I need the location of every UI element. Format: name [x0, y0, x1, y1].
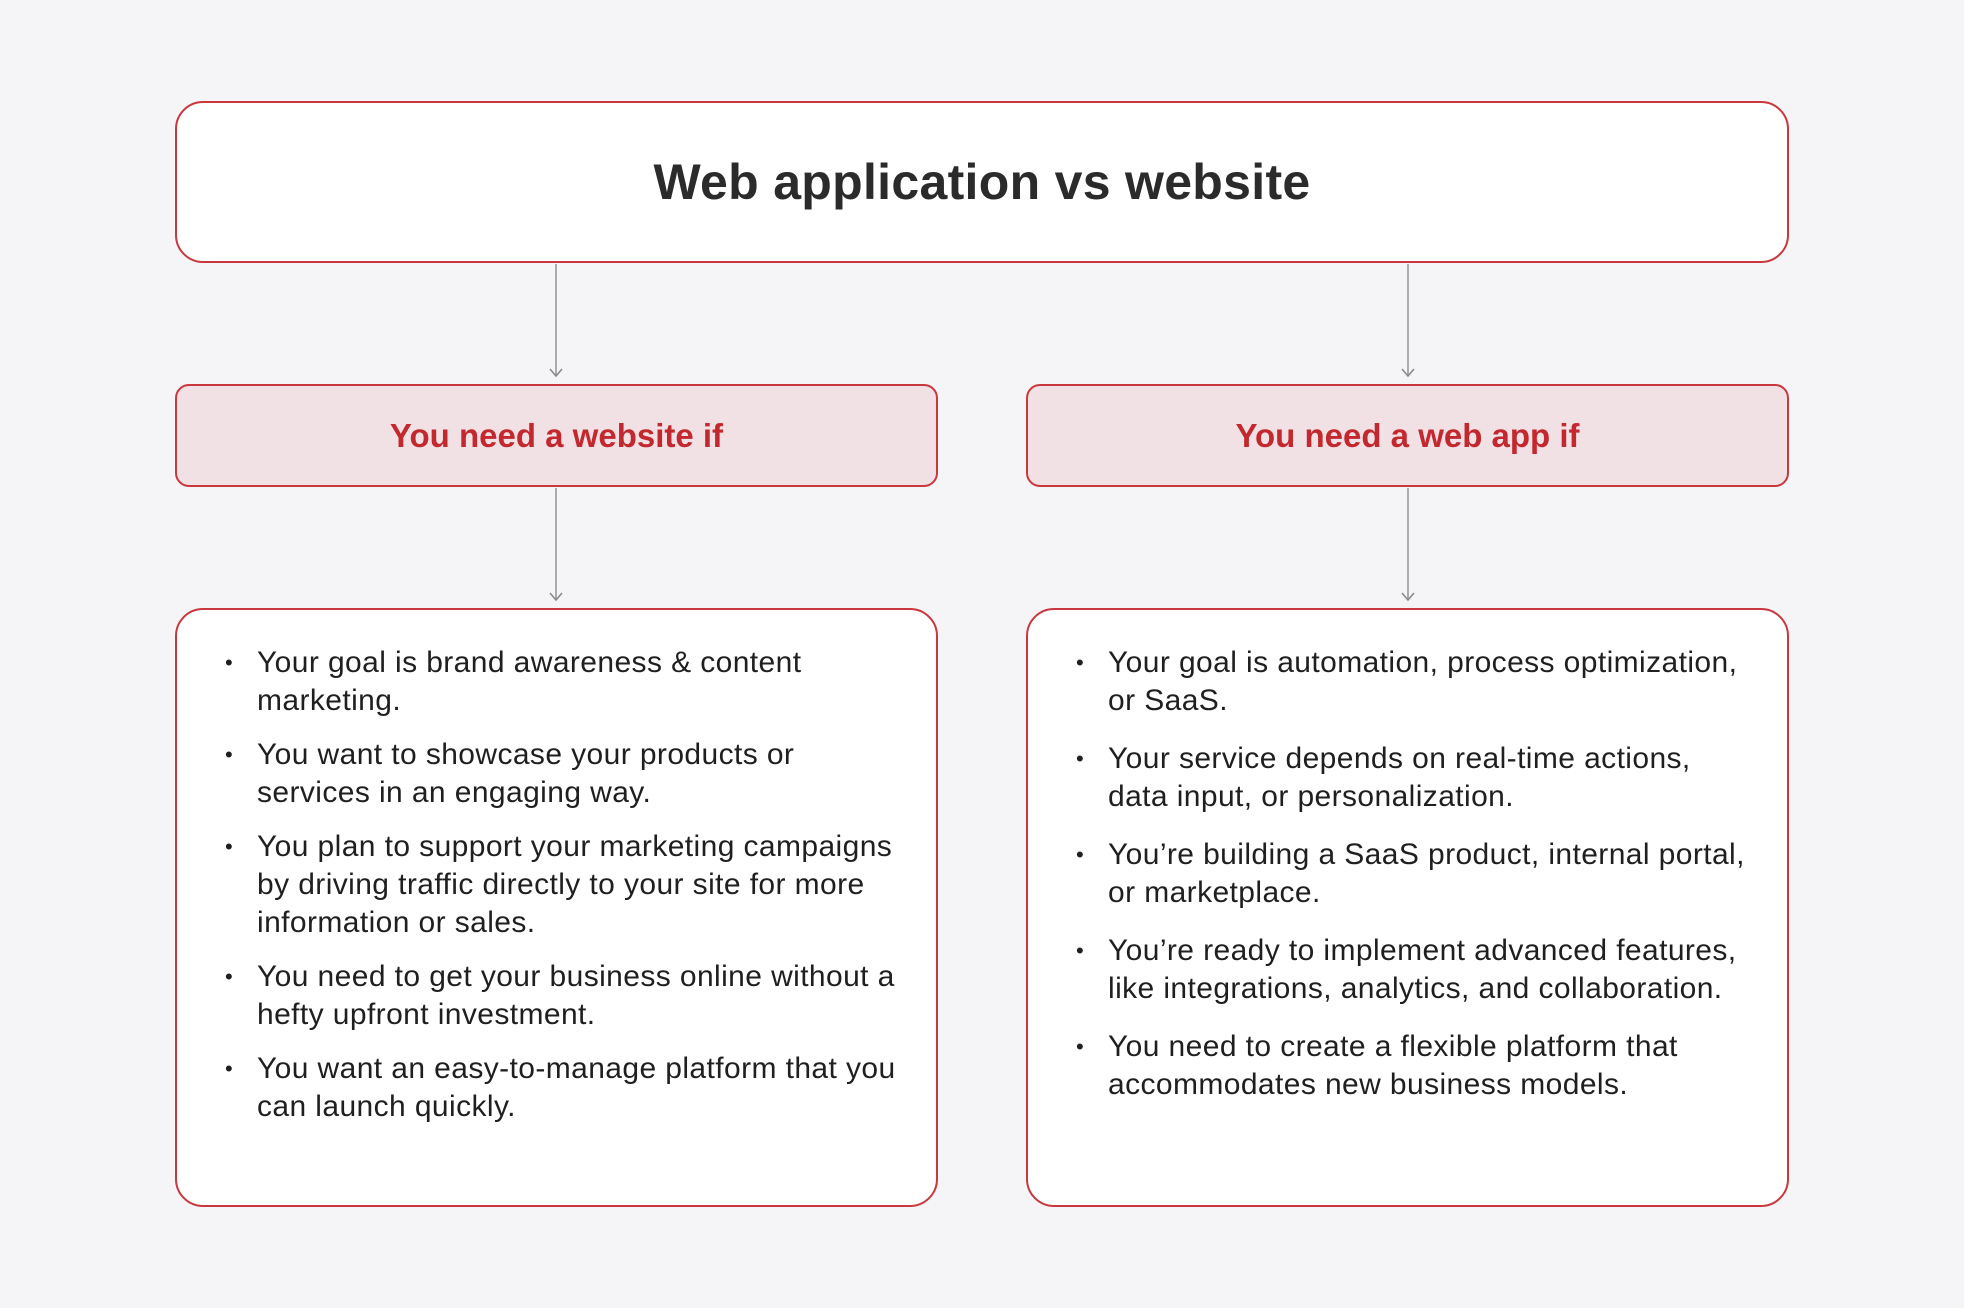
website-heading-box — [175, 384, 938, 487]
list-item: • You want to showcase your products or services in an engaging way. — [225, 736, 896, 812]
list-item: • You’re building a SaaS product, internal portal, or marketplace. — [1076, 836, 1747, 912]
list-item: • You need to create a flexible platform that accommodates new business models. — [1076, 1028, 1747, 1104]
diagram-title: Web application vs website — [653, 154, 1311, 210]
list-item: • You want an easy-to-manage platform that you can launch quickly. — [225, 1050, 896, 1126]
webapp-heading: You need a web app if — [1235, 416, 1580, 454]
website-reasons-list — [225, 644, 896, 1126]
list-item: • Your goal is automation, process optimization, or SaaS. — [1076, 644, 1747, 720]
list-item: • You need to get your business online without a hefty upfront investment. — [225, 958, 896, 1034]
list-item: • Your service depends on real-time actions, data input, or personalization. — [1076, 740, 1747, 816]
list-item: • Your goal is brand awareness & content marketing. — [225, 644, 896, 720]
list-item: • You plan to support your marketing campaigns by driving traffic directly to your site for more information or sales. — [225, 828, 896, 942]
webapp-reasons-list — [1076, 644, 1747, 1104]
website-heading: You need a website if — [389, 416, 724, 454]
webapp-heading-box — [1026, 384, 1789, 487]
website-reasons-box — [175, 608, 938, 1207]
webapp-reasons-box — [1026, 608, 1789, 1207]
title-box — [175, 101, 1789, 263]
list-item: • You’re ready to implement advanced features, like integrations, analytics, and collaboration. — [1076, 932, 1747, 1008]
